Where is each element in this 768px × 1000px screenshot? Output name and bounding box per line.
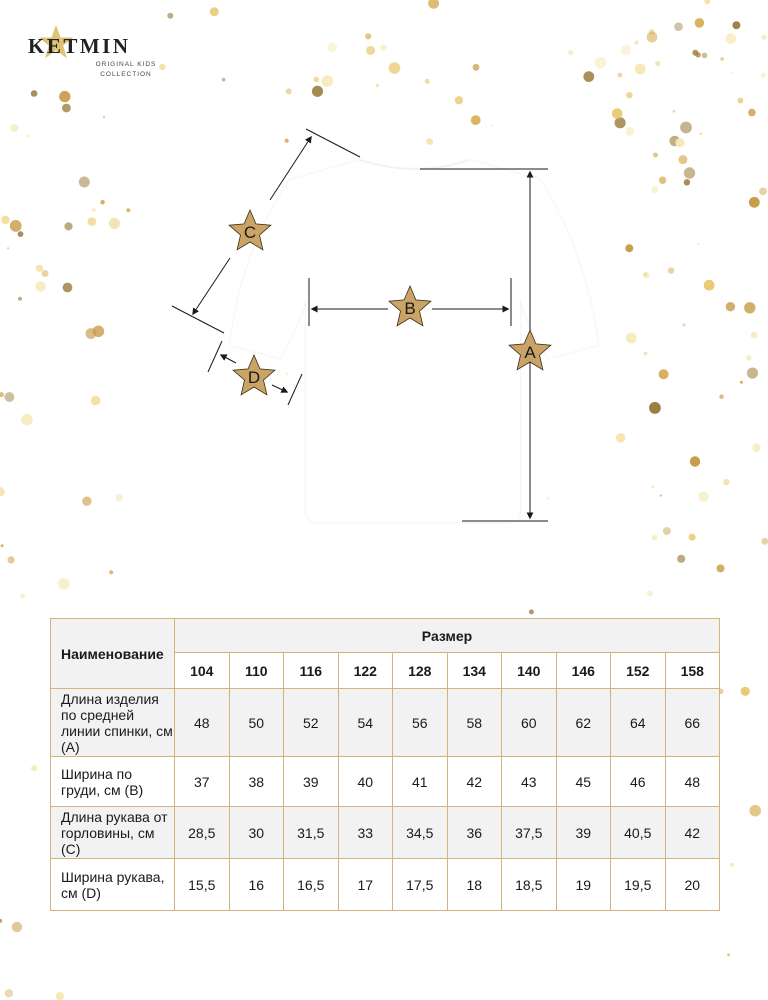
table-row — [51, 757, 720, 807]
label-a: A — [524, 343, 536, 362]
table-cell: 31,5 — [284, 807, 339, 859]
size-header-cell: 140 — [502, 653, 557, 689]
row-label: Длина изделия по средней линии спинки, см (А) — [51, 689, 175, 757]
table-cell: 19,5 — [611, 859, 666, 911]
brand-tagline-line2: COLLECTION — [100, 71, 152, 78]
table-cell: 38 — [229, 757, 284, 807]
table-cell: 41 — [393, 757, 448, 807]
size-header-cell: 110 — [229, 653, 284, 689]
confetti-dot — [727, 953, 730, 956]
size-header-cell: 104 — [175, 653, 230, 689]
brand-name: KETMIN — [28, 34, 131, 58]
table-cell: 56 — [393, 689, 448, 757]
label-c: C — [243, 223, 257, 242]
size-header-cell: 146 — [556, 653, 611, 689]
table-cell: 28,5 — [175, 807, 230, 859]
table-cell: 36 — [447, 807, 502, 859]
table-cell: 48 — [665, 757, 720, 807]
table-cell: 54 — [338, 689, 393, 757]
table-cell: 39 — [284, 757, 339, 807]
table-cell: 48 — [175, 689, 230, 757]
table-row — [51, 807, 720, 859]
confetti-dot — [730, 863, 734, 867]
size-header-cell: 116 — [284, 653, 339, 689]
size-chart-table — [50, 618, 720, 911]
table-cell: 43 — [502, 757, 557, 807]
table-cell: 37,5 — [502, 807, 557, 859]
table-cell: 37 — [175, 757, 230, 807]
table-cell: 18,5 — [502, 859, 557, 911]
size-header-cell: 152 — [611, 653, 666, 689]
table-row — [51, 689, 720, 757]
table-cell: 58 — [447, 689, 502, 757]
size-group-header: Размер — [175, 619, 720, 653]
confetti-dot — [31, 765, 37, 771]
confetti-dot — [12, 922, 22, 932]
table-cell: 50 — [229, 689, 284, 757]
table-cell: 60 — [502, 689, 557, 757]
brand-logo — [28, 34, 157, 78]
size-header-cell: 122 — [338, 653, 393, 689]
confetti-dot — [56, 992, 64, 1000]
table-cell: 64 — [611, 689, 666, 757]
table-row — [51, 859, 720, 911]
row-label: Ширина рукава, см (D) — [51, 859, 175, 911]
table-cell: 46 — [611, 757, 666, 807]
confetti-dot — [741, 687, 750, 696]
row-label: Длина рукава от горловины, см (С) — [51, 807, 175, 859]
size-header-cell: 128 — [393, 653, 448, 689]
confetti-dot — [5, 989, 13, 997]
label-b: B — [404, 299, 416, 318]
table-cell: 34,5 — [393, 807, 448, 859]
size-header-cell: 158 — [665, 653, 720, 689]
name-column-header: Наименование — [51, 619, 175, 689]
table-cell: 42 — [447, 757, 502, 807]
table-cell: 40,5 — [611, 807, 666, 859]
confetti-dot — [0, 919, 2, 923]
label-d: D — [247, 368, 261, 387]
table-cell: 16 — [229, 859, 284, 911]
tshirt-illustration — [230, 160, 598, 522]
table-cell: 19 — [556, 859, 611, 911]
table-cell: 66 — [665, 689, 720, 757]
table-cell: 17 — [338, 859, 393, 911]
table-cell: 52 — [284, 689, 339, 757]
table-cell: 16,5 — [284, 859, 339, 911]
table-cell: 18 — [447, 859, 502, 911]
table-cell: 33 — [338, 807, 393, 859]
table-cell: 15,5 — [175, 859, 230, 911]
confetti-dot — [529, 609, 534, 614]
confetti-dot — [749, 805, 761, 817]
table-cell: 20 — [665, 859, 720, 911]
table-cell: 45 — [556, 757, 611, 807]
star-label-d — [233, 355, 275, 395]
table-cell: 62 — [556, 689, 611, 757]
table-cell: 30 — [229, 807, 284, 859]
brand-tagline — [86, 60, 166, 80]
table-cell: 39 — [556, 807, 611, 859]
brand-tagline-line1: ORIGINAL KIDS — [95, 61, 157, 68]
table-cell: 17,5 — [393, 859, 448, 911]
size-header-cell: 134 — [447, 653, 502, 689]
row-label: Ширина по груди, см (В) — [51, 757, 175, 807]
table-cell: 42 — [665, 807, 720, 859]
table-cell: 40 — [338, 757, 393, 807]
